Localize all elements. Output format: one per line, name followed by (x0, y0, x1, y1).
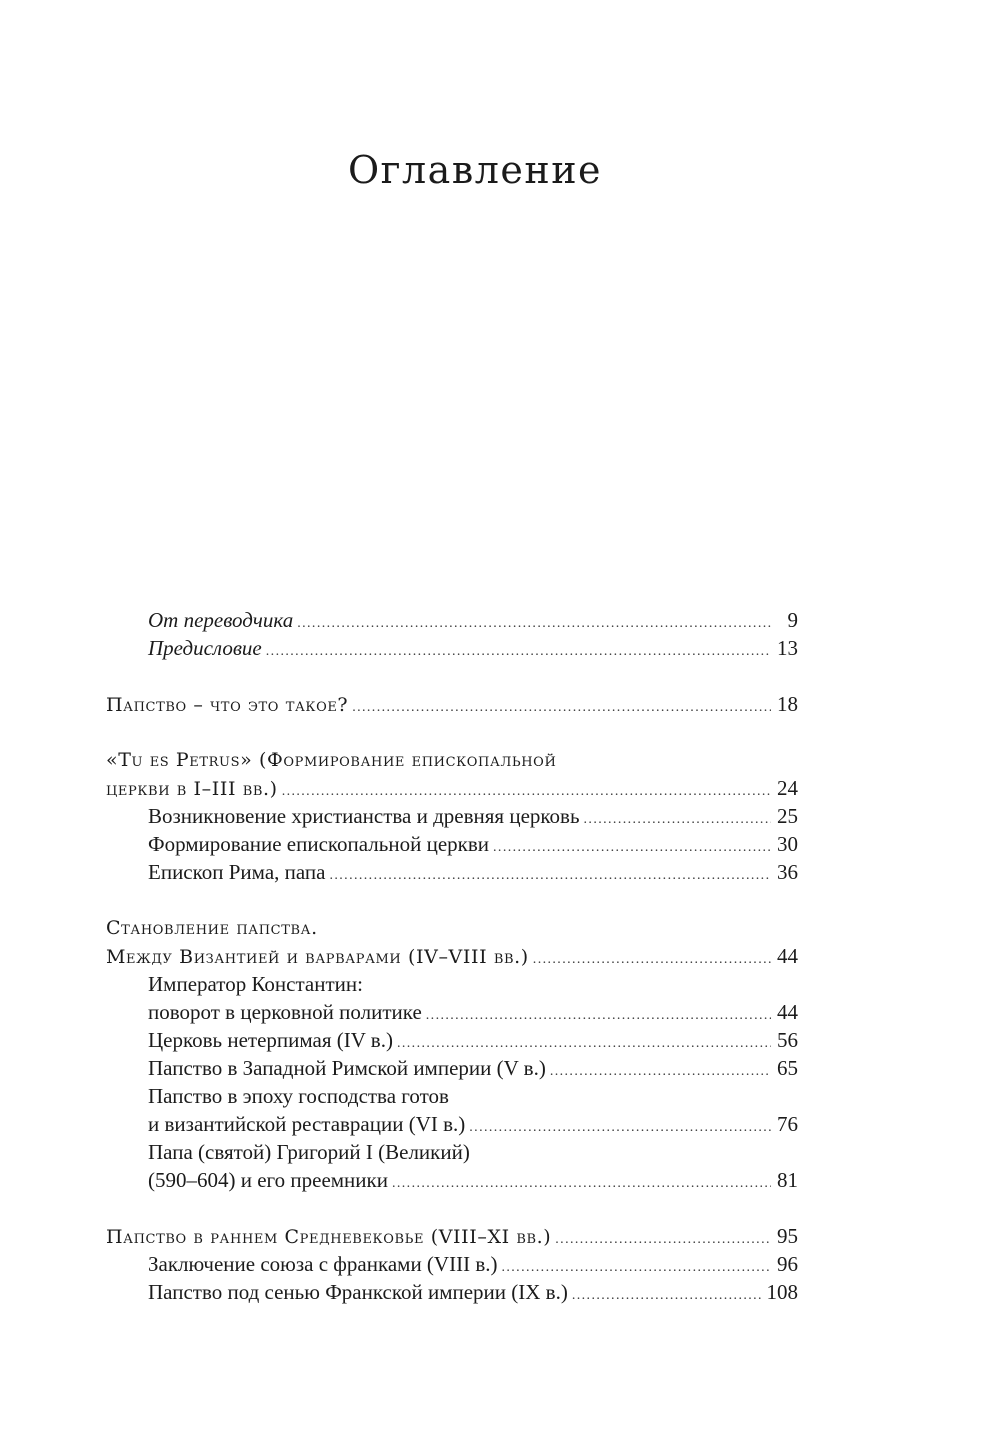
toc-page-number: 56 (777, 1028, 798, 1052)
toc-page-number: 96 (777, 1252, 798, 1276)
toc-chapter-3-line1[interactable] (106, 914, 798, 942)
toc-page-number: 24 (777, 776, 798, 800)
toc-section-title: (590–604) и его преемники (148, 1168, 388, 1192)
toc-page-number: 25 (777, 804, 798, 828)
toc-section[interactable] (106, 1166, 798, 1194)
toc-page-number: 81 (777, 1168, 798, 1192)
toc-page-number: 76 (777, 1112, 798, 1136)
toc-section-line1[interactable] (106, 1138, 798, 1166)
toc-chapter-title: Становление папства. (106, 917, 318, 939)
toc-section-line1[interactable] (106, 970, 798, 998)
dot-leader (555, 1226, 771, 1254)
table-of-contents (106, 606, 798, 1306)
toc-section[interactable] (106, 858, 798, 886)
toc-section-title: Епископ Рима, папа (148, 860, 326, 884)
dot-leader (572, 1282, 761, 1310)
toc-page-number: 108 (766, 1280, 798, 1304)
section-gap (106, 1194, 798, 1222)
toc-chapter-3[interactable] (106, 942, 798, 970)
toc-section-title: Император Константин: (148, 972, 363, 996)
section-gap (106, 886, 798, 914)
toc-section[interactable] (106, 802, 798, 830)
toc-chapter-title: «Tu es Petrus» (Формирование епископальной (106, 749, 557, 771)
toc-page-number: 65 (777, 1056, 798, 1080)
toc-section[interactable] (106, 1250, 798, 1278)
toc-chapter-4[interactable] (106, 1222, 798, 1250)
dot-leader (550, 1058, 771, 1086)
toc-section[interactable] (106, 1110, 798, 1138)
toc-page-number: 44 (777, 1000, 798, 1024)
toc-entry-title: От переводчика (148, 608, 294, 632)
dot-leader (426, 1002, 771, 1030)
toc-section-title: Папство в эпоху господства готов (148, 1084, 449, 1108)
toc-section[interactable] (106, 1026, 798, 1054)
toc-section[interactable] (106, 998, 798, 1026)
toc-page-number: 95 (777, 1224, 798, 1248)
dot-leader (469, 1114, 771, 1142)
toc-chapter-2[interactable] (106, 774, 798, 802)
section-gap (106, 662, 798, 690)
toc-page-number: 9 (787, 608, 798, 632)
toc-chapter-title: Папство в раннем Средневековье (VIII–XI вв.) (106, 1226, 552, 1248)
toc-section-line1[interactable] (106, 1082, 798, 1110)
toc-section-title: Папа (святой) Григорий I (Великий) (148, 1140, 470, 1164)
dot-leader (297, 610, 772, 638)
dot-leader (329, 862, 771, 890)
toc-entry-translator-note[interactable] (106, 606, 798, 634)
toc-entry-preface[interactable] (106, 634, 798, 662)
toc-section[interactable] (106, 830, 798, 858)
toc-section-title: поворот в церковной политике (148, 1000, 422, 1024)
dot-leader (493, 834, 771, 862)
toc-entry-title: Предисловие (148, 636, 262, 660)
toc-section-title: Папство под сенью Франкской империи (IX в.) (148, 1280, 568, 1304)
dot-leader (392, 1170, 771, 1198)
toc-page-number: 44 (777, 944, 798, 968)
toc-section-title: Папство в Западной Римской империи (V в.) (148, 1056, 546, 1080)
toc-section-title: и византийской реставрации (VI в.) (148, 1112, 466, 1136)
dot-leader (533, 946, 771, 974)
page-title: Оглавление (347, 148, 603, 192)
toc-section-title: Заключение союза с франками (VIII в.) (148, 1252, 498, 1276)
toc-section[interactable] (106, 1054, 798, 1082)
toc-chapter-title: Папство – что это такое? (106, 694, 349, 716)
dot-leader (266, 638, 771, 666)
toc-chapter-title: Между Византией и варварами (IV–VIII вв.) (106, 946, 529, 968)
toc-page-number: 18 (777, 692, 798, 716)
toc-page-number: 13 (777, 636, 798, 660)
dot-leader (352, 694, 771, 722)
dot-leader (584, 806, 771, 834)
section-gap (106, 718, 798, 746)
toc-section-title: Церковь нетерпимая (IV в.) (148, 1028, 393, 1052)
toc-section[interactable] (106, 1278, 798, 1306)
toc-chapter-2-line1[interactable] (106, 746, 798, 774)
toc-section-title: Возникновение христианства и древняя церковь (148, 804, 580, 828)
toc-page-number: 36 (777, 860, 798, 884)
toc-page-number: 30 (777, 832, 798, 856)
toc-section-title: Формирование епископальной церкви (148, 832, 490, 856)
toc-chapter-title: церкви в I–III вв.) (106, 778, 278, 800)
toc-chapter-1[interactable] (106, 690, 798, 718)
